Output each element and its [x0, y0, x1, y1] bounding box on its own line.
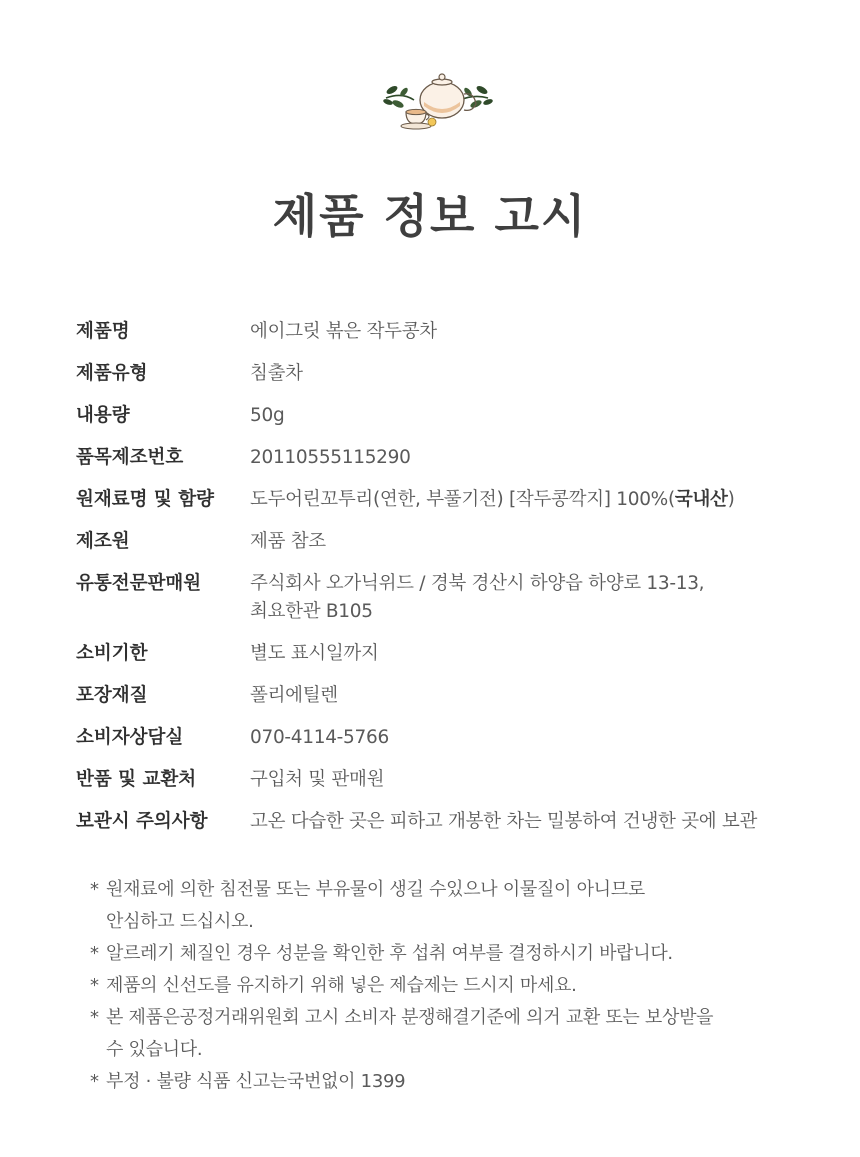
teapot-illustration-icon [380, 66, 494, 136]
info-row-manufacturer [76, 528, 836, 570]
info-row-customer-center [76, 724, 836, 766]
asterisk-bullet: * [90, 1007, 99, 1028]
notice-line: 부정 · 불량 식품 신고는국번없이 1399 [106, 1071, 406, 1092]
info-label: 보관시 주의사항 [76, 811, 208, 832]
info-value [250, 486, 735, 514]
info-label: 내용량 [76, 405, 130, 426]
notice-line: 알르레기 체질인 경우 성분을 확인한 후 섭취 여부를 결정하시기 바랍니다. [106, 943, 673, 964]
notice-line: 본 제품은공정거래위원회 고시 소비자 분쟁해결기준에 의거 교환 또는 보상받을 [106, 1007, 714, 1028]
info-label: 품목제조번호 [76, 447, 184, 468]
notice-text [106, 1002, 713, 1066]
info-label: 반품 및 교환처 [76, 769, 197, 790]
notice-text [106, 874, 645, 938]
ingredient-close: ) [727, 489, 735, 510]
info-value: 070-4114-5766 [250, 727, 389, 748]
asterisk-bullet: * [90, 879, 99, 900]
info-label: 포장재질 [76, 685, 148, 706]
info-value: 폴리에틸렌 [250, 685, 338, 706]
info-row-volume [76, 402, 836, 444]
info-row-returns [76, 766, 836, 808]
info-row-report-number [76, 444, 836, 486]
info-label: 소비자상담실 [76, 727, 184, 748]
info-value: 에이그릿 볶은 작두콩차 [250, 321, 437, 342]
origin-text: 국내산 [674, 489, 728, 510]
info-value: 침출차 [250, 363, 303, 384]
info-value: 20110555115290 [250, 447, 411, 468]
info-label: 원재료명 및 함량 [76, 489, 214, 510]
info-label: 제품유형 [76, 363, 148, 384]
info-label: 소비기한 [76, 643, 148, 664]
info-row-product-name [76, 318, 836, 360]
distributor-line-2: 최요한관 B105 [250, 601, 373, 622]
asterisk-bullet: * [90, 975, 99, 996]
info-label: 제조원 [76, 531, 130, 552]
info-label: 제품명 [76, 321, 130, 342]
asterisk-bullet: * [90, 1071, 99, 1092]
info-value: 구입처 및 판매원 [250, 769, 385, 790]
notice-item [90, 874, 810, 938]
notice-line: 제품의 신선도를 유지하기 위해 넣은 제습제는 드시지 마세요. [106, 975, 577, 996]
info-row-product-type [76, 360, 836, 402]
notice-item [90, 1066, 810, 1098]
asterisk-bullet: * [90, 943, 99, 964]
info-value [250, 570, 704, 626]
info-value: 50g [250, 405, 285, 426]
info-row-ingredients [76, 486, 836, 528]
info-row-distributor [76, 570, 836, 640]
notice-item [90, 970, 810, 1002]
notice-line: 수 있습니다. [106, 1039, 203, 1060]
ingredient-text: 도두어린꼬투리(연한, 부풀기전) [작두콩깍지] 100%( [250, 489, 675, 510]
info-value: 제품 참조 [250, 531, 326, 552]
info-row-expiry [76, 640, 836, 682]
info-row-storage [76, 808, 836, 850]
notice-line: 안심하고 드십시오. [106, 911, 254, 932]
notice-list [90, 874, 810, 1098]
info-row-packaging [76, 682, 836, 724]
product-info-table [76, 318, 836, 850]
notice-item [90, 938, 810, 970]
notice-item [90, 1002, 810, 1066]
info-value: 고온 다습한 곳은 피하고 개봉한 차는 밀봉하여 건냉한 곳에 보관 [250, 811, 758, 832]
info-label: 유통전문판매원 [76, 573, 202, 594]
distributor-line-1: 주식회사 오가닉위드 / 경북 경산시 하양읍 하양로 13-13, [250, 573, 705, 594]
info-value: 별도 표시일까지 [250, 643, 379, 664]
page-title: 제품 정보 고시 [272, 189, 588, 243]
notice-line: 원재료에 의한 침전물 또는 부유물이 생길 수있으나 이물질이 아니므로 [106, 879, 645, 900]
